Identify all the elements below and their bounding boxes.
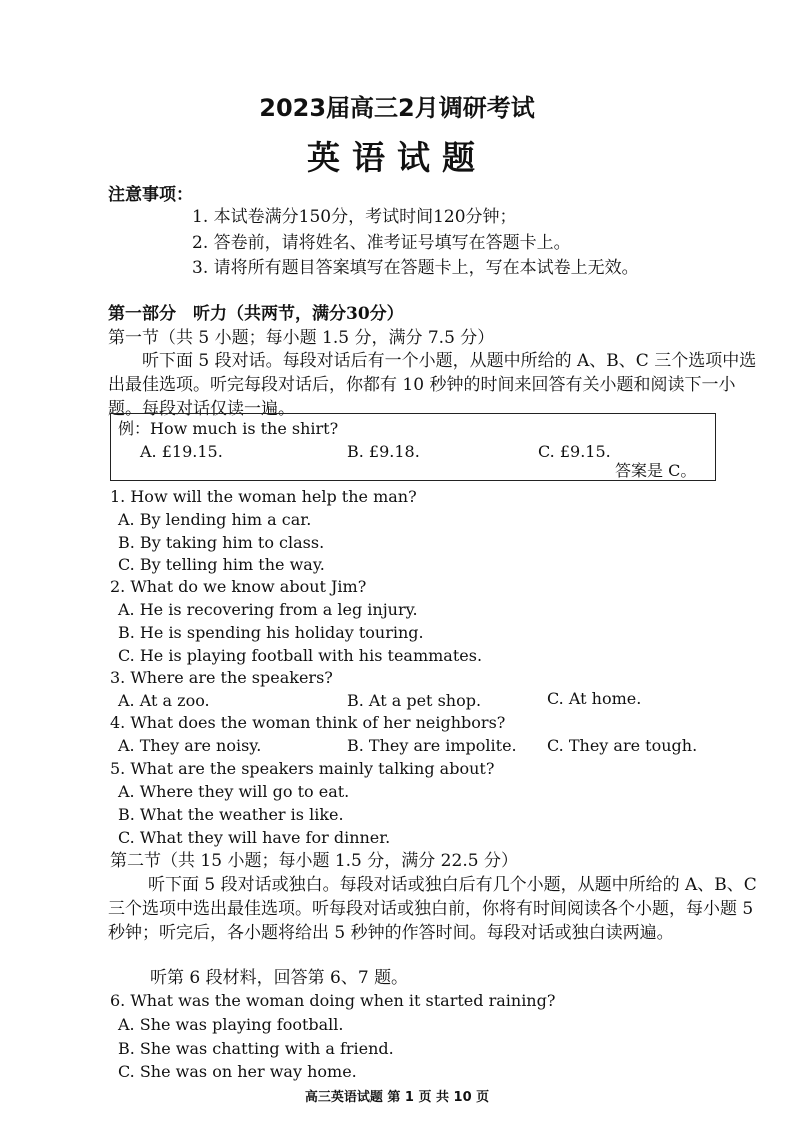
answer-option: A. By lending him a car. [118, 510, 312, 529]
question-text: 2. What do we know about Jim? [110, 577, 367, 596]
answer-option: B. By taking him to class. [118, 533, 325, 552]
page-footer: 高三英语试题 第 1 页 共 10 页 [304, 1090, 490, 1105]
answer-option: C. They are tough. [547, 736, 698, 755]
answer-option: B. At a pet shop. [347, 691, 482, 710]
example-question: 例：How much is the shirt? [118, 419, 339, 438]
notice-item: 1. 本试卷满分150分，考试时间120分钟； [192, 207, 517, 227]
part1-title: 第一部分 听力（共两节，满分30分） [108, 304, 404, 324]
answer-option: B. He is spending his holiday touring. [118, 623, 424, 642]
exam-title: 2023届高三2月调研考试 [259, 94, 535, 122]
example-option: A. £19.15. [140, 442, 223, 461]
question-text: 5. What are the speakers mainly talking about? [110, 759, 495, 778]
answer-option: A. She was playing football. [118, 1015, 344, 1034]
answer-option: B. What the weather is like. [118, 805, 344, 824]
answer-option: C. She was on her way home. [118, 1062, 357, 1081]
answer-option: A. Where they will go to eat. [118, 782, 350, 801]
question-text: 1. How will the woman help the man? [110, 487, 417, 506]
answer-option: C. What they will have for dinner. [118, 828, 391, 847]
answer-option: B. She was chatting with a friend. [118, 1039, 394, 1058]
answer-option: C. He is playing football with his teammates. [118, 646, 483, 665]
answer-option: A. He is recovering from a leg injury. [118, 600, 418, 619]
answer-option: C. At home. [547, 689, 642, 708]
subject-title: 英语试题 [307, 138, 487, 177]
section2-instructions: 听下面 5 段对话或独白。每段对话或独白后有几个小题，从题中所给的 A、B、C 三个选项中选出最佳选项。听每段对话或独白前，你将有时间阅读各个小题，每小题 5 秒钟；听完后，各小题将给出 5 秒钟的作答时间。每段对话或独白读两遍。 [108, 875, 757, 943]
material-note: 听第 6 段材料，回答第 6、7 题。 [150, 968, 409, 988]
example-option: B. £9.18. [347, 442, 420, 461]
question-text: 3. Where are the speakers? [110, 668, 333, 687]
answer-option: A. They are noisy. [118, 736, 262, 755]
question-text: 6. What was the woman doing when it started raining? [110, 991, 556, 1010]
notice-item: 3. 请将所有题目答案填写在答题卡上，写在本试卷上无效。 [192, 258, 639, 278]
section1-instructions: 听下面 5 段对话。每段对话后有一个小题，从题中所给的 A、B、C 三个选项中选出最佳选项。听完每段对话后，你都有 10 秒钟的时间来回答有关小题和阅读下一小题。每段对话仅读一遍。 [108, 351, 757, 419]
example-answer: 答案是 C。 [615, 461, 697, 480]
notice-item: 2. 答卷前，请将姓名、准考证号填写在答题卡上。 [192, 233, 571, 253]
section2-title: 第二节（共 15 小题；每小题 1.5 分，满分 22.5 分） [110, 851, 518, 871]
section1-title: 第一节（共 5 小题；每小题 1.5 分，满分 7.5 分） [108, 328, 495, 348]
answer-option: B. They are impolite. [347, 736, 517, 755]
notice-heading: 注意事项： [108, 185, 193, 205]
example-option: C. £9.15. [538, 442, 611, 461]
question-text: 4. What does the woman think of her neighbors? [110, 713, 506, 732]
answer-option: A. At a zoo. [118, 691, 210, 710]
answer-option: C. By telling him the way. [118, 555, 325, 574]
